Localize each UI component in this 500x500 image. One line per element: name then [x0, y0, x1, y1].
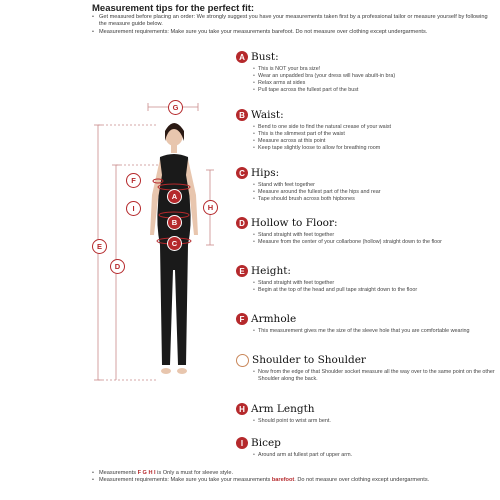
list-item: • Should point to wrist arm bent.: [253, 418, 498, 425]
section-title: Armhole: [251, 313, 297, 325]
list-item: • Now from the edge of that Shoulder socket measure all the way over to the same point on the other Shoulder along the back.: [253, 369, 498, 383]
section-arm-length: [236, 402, 498, 425]
list-item: • Stand with feet together: [253, 182, 498, 189]
marker-f-badge: F: [126, 173, 141, 188]
badge-b: B: [236, 109, 248, 121]
list-item: • This is NOT your bra size!: [253, 66, 498, 73]
badge-d: D: [236, 217, 248, 229]
tip-item: • Get measured before placing an order: We strongly suggest you have your measurements taken first by a professional tailor or measure yourself by following the measure guide below.: [92, 14, 492, 28]
list-item: • Stand straight with feet together: [253, 280, 498, 287]
section-title: Bust:: [251, 51, 279, 63]
badge-h: H: [236, 403, 248, 415]
section-waist: [236, 108, 498, 152]
badge-a: A: [236, 51, 248, 63]
section-title: Arm Length: [251, 403, 315, 415]
marker-h-badge: H: [203, 200, 218, 215]
badge-c: C: [236, 167, 248, 179]
top-tips-list: [92, 14, 492, 38]
section-title: Hips:: [251, 167, 280, 179]
marker-g-badge: G: [168, 100, 183, 115]
list-item: • Tape should brush across both hipbones: [253, 196, 498, 203]
list-item: • Stand straight with feet together: [253, 232, 498, 239]
badge-i: I: [236, 437, 248, 449]
list-item: • Measure across at this point: [253, 138, 498, 145]
marker-d-badge: D: [110, 259, 125, 274]
section-shoulder-to-shoulder: [236, 353, 498, 383]
section-armhole: [236, 312, 498, 335]
section-bust: [236, 50, 498, 94]
body-measurement-diagram: [88, 95, 228, 395]
tip-item: • Measurement requirements: Make sure you take your measurements barefoot. Do not measure over clothing except undergarments.: [92, 29, 492, 36]
list-item: • Relax arms at sides: [253, 80, 498, 87]
marker-i-badge: I: [126, 201, 141, 216]
section-hips: [236, 166, 498, 203]
section-height: [236, 264, 498, 294]
marker-e-badge: E: [92, 239, 107, 254]
marker-c-badge: C: [167, 236, 182, 251]
badge-e: E: [236, 265, 248, 277]
list-item: • Measure from the center of your collarbone (hollow) straight down to the floor: [253, 239, 498, 246]
list-item: • Around arm at fullest part of upper arm.: [253, 452, 498, 459]
model-figure-illustration: [88, 95, 228, 395]
badge-f: F: [236, 313, 248, 325]
list-item: • Measure around the fullest part of the hips and rear: [253, 189, 498, 196]
list-item: • Wear an unpadded bra (your dress will have abuilt-in bra): [253, 73, 498, 80]
page-title: Measurement tips for the perfect fit:: [92, 3, 255, 14]
list-item: • This is the slimmest part of the waist: [253, 131, 498, 138]
footer-note: • Measurements F G H I is Only a must for sleeve style.: [92, 470, 492, 477]
footer-note: • Measurement requirements: Make sure you take your measurements barefoot. Do not measure over clothing except undergarments.: [92, 477, 492, 484]
list-item: • Keep tape slightly loose to allow for breathing room: [253, 145, 498, 152]
list-item: • This measurement gives me the size of the sleeve hole that you are comfortable wearing: [253, 328, 498, 335]
list-item: • Pull tape across the fullest part of the bust: [253, 87, 498, 94]
section-title: Waist:: [251, 109, 284, 121]
section-bicep: [236, 436, 498, 459]
section-hollow-to-floor: [236, 216, 498, 246]
list-item: • Begin at the top of the head and pull tape straight down to the floor: [253, 287, 498, 294]
list-item: • Bend to one side to find the natural crease of your waist: [253, 124, 498, 131]
marker-b-badge: B: [167, 215, 182, 230]
section-title: Hollow to Floor:: [251, 217, 338, 229]
marker-a-badge: A: [167, 189, 182, 204]
section-title: Bicep: [251, 437, 281, 449]
section-title: Height:: [251, 265, 291, 277]
badge-g: [236, 354, 249, 367]
section-title: Shoulder to Shoulder: [252, 354, 366, 366]
footer-notes: [92, 470, 492, 484]
